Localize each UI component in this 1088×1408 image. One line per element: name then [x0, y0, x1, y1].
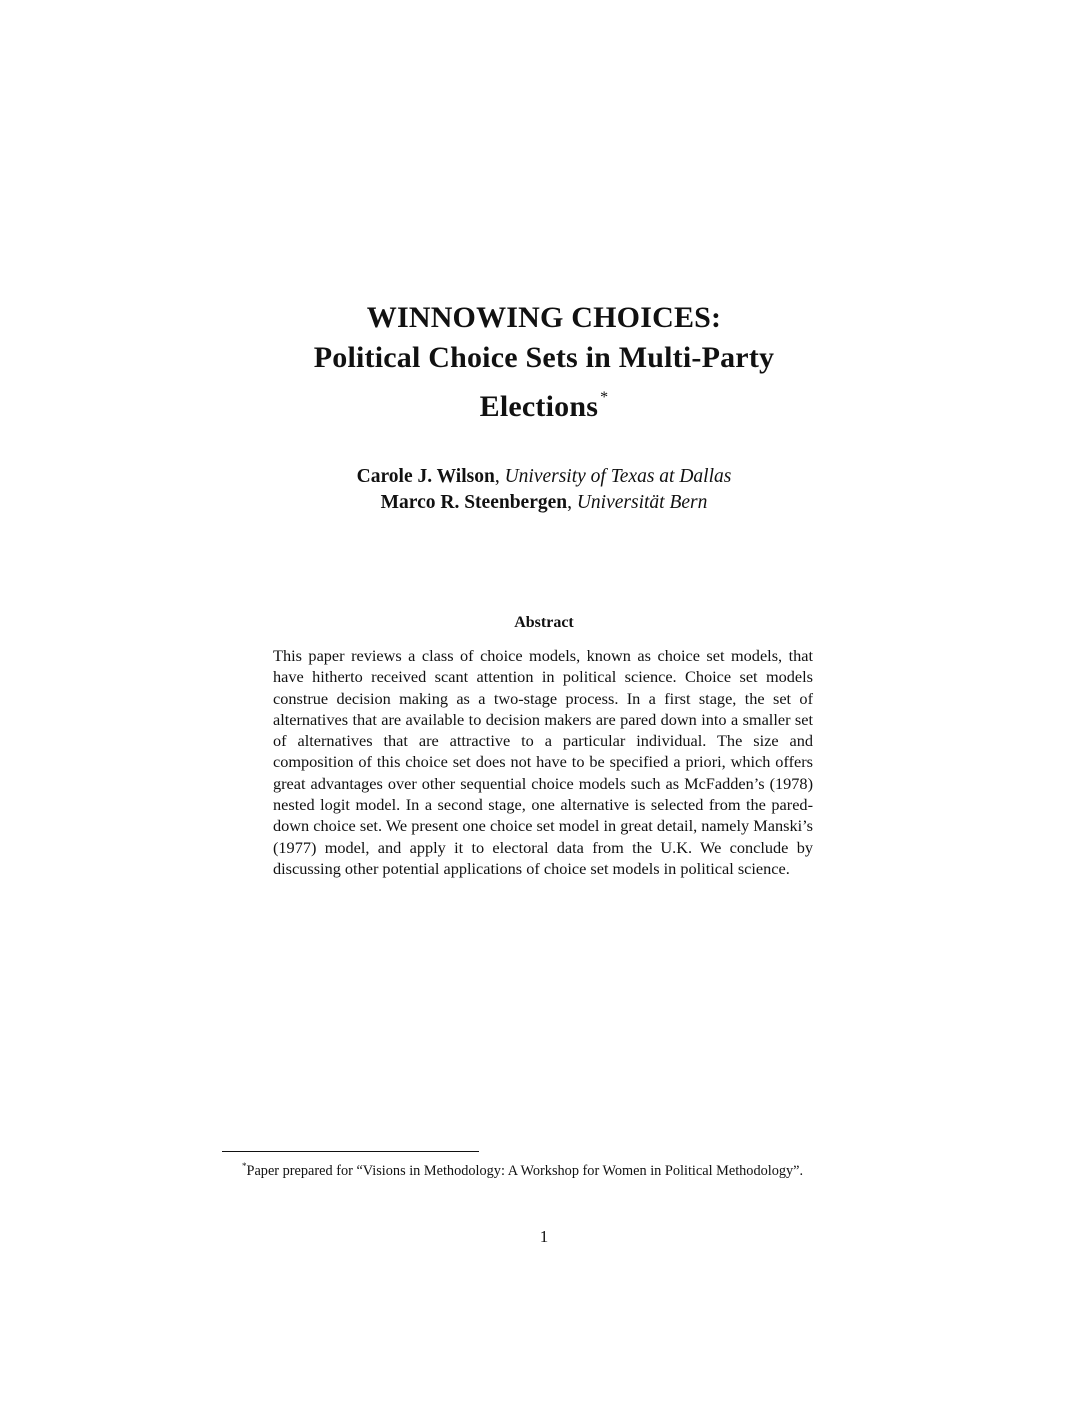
author-1-affiliation: University of Texas at Dallas [504, 466, 732, 487]
footnote-text: Paper prepared for “Visions in Methodology: A Workshop for Women in Political Methodology”. [246, 1163, 804, 1179]
title-line-3 [0, 378, 1088, 427]
abstract-heading: Abstract [514, 614, 574, 631]
footnote-rule [222, 1151, 479, 1152]
author-2 [0, 490, 1088, 516]
author-2-separator: , [567, 492, 577, 513]
title-line-3-text: Elections [479, 390, 599, 423]
abstract-text: This paper reviews a class of choice models, known as choice set models, that have hitherto received scant attention in political science. Choice set models construe decision making as a two-stage process. In a first stage, the set of alternatives that are available to decision makers are pared down into a smaller set of alternatives that are attractive to a particular individual. The size and composition of this choice set does not have to be specified a priori, which offers great advantages over other sequential choice models such as McFadden’s (1978) nested logit model. In a second stage, one alternative is selected from the pared-down choice set. We present one choice set model in great detail, namely Manski’s (1977) model, and apply it to electoral data from the U.K. We conclude by discussing other potential applications of choice set models in political science. [273, 646, 813, 878]
title-footnote-mark: * [600, 389, 609, 406]
title-line-2: Political Choice Sets in Multi-Party [313, 341, 775, 374]
author-1 [0, 464, 1088, 490]
footnote-mark: * [242, 1161, 247, 1171]
author-1-name: Carole J. Wilson [356, 466, 495, 487]
title-line-1: WINNOWING CHOICES: [366, 301, 722, 334]
author-list [0, 464, 1088, 516]
author-1-separator: , [494, 466, 505, 487]
paper-title [0, 298, 1088, 427]
author-2-name: Marco R. Steenbergen [380, 492, 568, 513]
page-number: 1 [539, 1227, 549, 1246]
author-2-affiliation: Universität Bern [576, 492, 708, 513]
footnote [222, 1156, 862, 1181]
